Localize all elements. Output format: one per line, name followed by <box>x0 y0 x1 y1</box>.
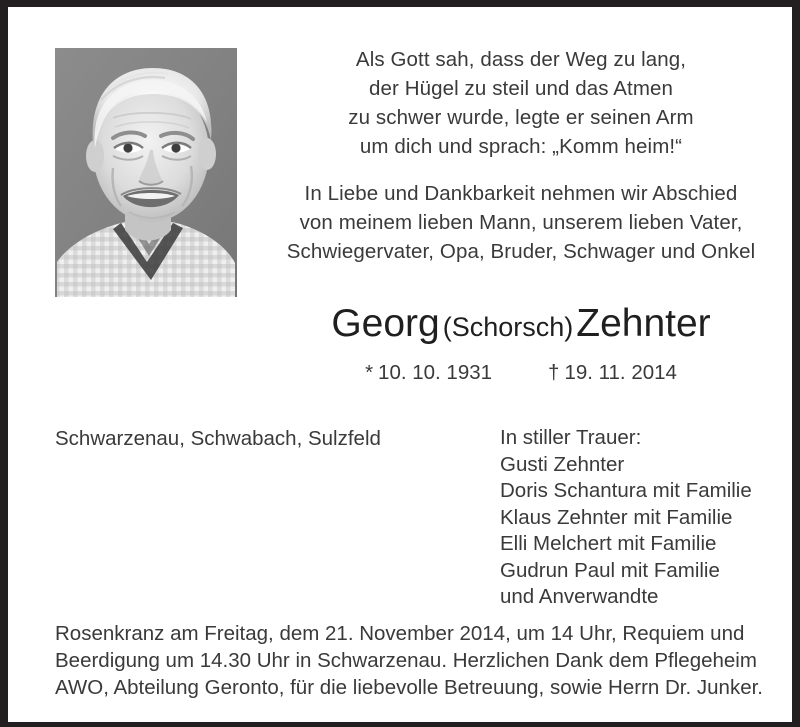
funeral-details <box>55 620 767 701</box>
poem-line: der Hügel zu steil und das Atmen <box>368 77 674 100</box>
poem-line: zu schwer wurde, legte er seinen Arm <box>348 106 694 129</box>
mourner-name: Doris Schantura mit Familie <box>500 479 752 502</box>
portrait-photo-image <box>55 48 237 297</box>
death-cross-icon: † <box>548 361 560 384</box>
tribute-line: von meinem lieben Mann, unserem lieben Vater, <box>299 211 743 234</box>
mourners-heading: In stiller Trauer: <box>500 426 642 449</box>
poem-line: Als Gott sah, dass der Weg zu lang, <box>355 48 687 71</box>
mourner-name: Gusti Zehnter <box>500 452 625 476</box>
life-dates <box>266 360 776 386</box>
deceased-first-name: Georg <box>331 302 440 345</box>
funeral-details-line: Beerdigung um 14.30 Uhr in Schwarzenau. Herzlichen Dank dem Pflegeheim <box>55 649 757 672</box>
tribute-text <box>266 179 776 266</box>
deceased-nickname: (Schorsch) <box>442 312 574 342</box>
birth-star-icon: * <box>365 361 374 384</box>
tribute-line: Schwiegervater, Opa, Bruder, Schwager und Onkel <box>286 240 756 263</box>
mourner-name: und Anverwandte <box>500 585 659 608</box>
deceased-name <box>266 301 776 347</box>
death-date-value: 19. 11. 2014 <box>564 361 677 384</box>
tribute-line: In Liebe und Dankbarkeit nehmen wir Abschied <box>304 182 738 205</box>
mourner-name: Gudrun Paul mit Familie <box>500 558 720 582</box>
funeral-details-line: AWO, Abteilung Geronto, für die liebevolle Betreuung, sowie Herrn Dr. Junker. <box>55 676 763 699</box>
places-list: Schwarzenau, Schwabach, Sulzfeld <box>55 427 381 450</box>
birth-date <box>365 361 492 384</box>
birth-date-value: 10. 10. 1931 <box>378 361 493 384</box>
deceased-last-name: Zehnter <box>576 302 711 345</box>
mourner-name: Elli Melchert mit Familie <box>500 532 717 555</box>
portrait-photo <box>55 48 237 297</box>
poem-line: um dich und sprach: „Komm heim!“ <box>359 135 683 158</box>
death-date <box>548 361 677 384</box>
mourners-list <box>500 425 752 611</box>
funeral-details-line: Rosenkranz am Freitag, dem 21. November 2014, um 14 Uhr, Requiem und <box>55 622 745 645</box>
poem-verse <box>266 45 776 161</box>
mourner-name: Klaus Zehnter mit Familie <box>500 505 733 529</box>
obituary-notice-body <box>8 7 792 722</box>
